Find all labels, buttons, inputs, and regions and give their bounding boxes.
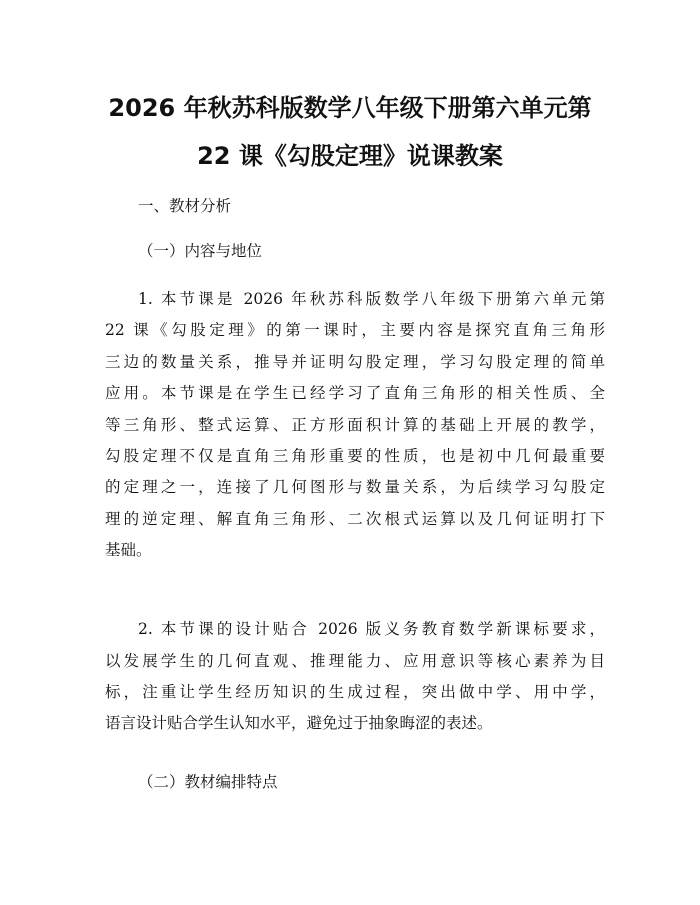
paragraph-line: 标，注重让学生经历知识的生成过程，突出做中学、用中学， <box>105 683 605 701</box>
title-line-2: 22 课《勾股定理》说课教案 <box>197 142 503 170</box>
title-line-1: 2026 年秋苏科版数学八年级下册第六单元第 <box>108 94 592 122</box>
paragraph-line: 基础。 <box>105 541 152 559</box>
document-title <box>96 84 604 180</box>
paragraph-line: 等三角形、整式运算、正方形面积计算的基础上开展的教学， <box>105 416 605 434</box>
paragraph-line: 勾股定理不仅是直角三角形重要的性质，也是初中几何最重要 <box>105 447 605 465</box>
paragraph-line: 应用。本节课是在学生已经学习了直角三角形的相关性质、全 <box>105 384 605 402</box>
paragraph-line: 三边的数量关系，推导并证明勾股定理，学习勾股定理的简单 <box>105 353 605 371</box>
paragraph-line: 2. 本节课的设计贴合 2026 版义务教育数学新课标要求， <box>138 620 605 638</box>
paragraph-line: 22 课《勾股定理》的第一课时，主要内容是探究直角三角形 <box>105 321 605 339</box>
paragraph-line: 的定理之一，连接了几何图形与数量关系，为后续学习勾股定 <box>105 478 605 496</box>
paragraph-line: 语言设计贴合学生认知水平，避免过于抽象晦涩的表述。 <box>105 714 493 732</box>
paragraph-line: 理的逆定理、解直角三角形、二次根式运算以及几何证明打下 <box>105 510 605 528</box>
subsection-heading-textbook-features: （二）教材编排特点 <box>138 773 278 791</box>
paragraph-line: 以发展学生的几何直观、推理能力、应用意识等核心素养为目 <box>105 652 605 670</box>
paragraph-line: 1. 本节课是 2026 年秋苏科版数学八年级下册第六单元第 <box>138 290 605 308</box>
section-heading: 一、教材分析 <box>138 197 232 215</box>
subsection-heading-content-position: （一）内容与地位 <box>138 242 263 260</box>
